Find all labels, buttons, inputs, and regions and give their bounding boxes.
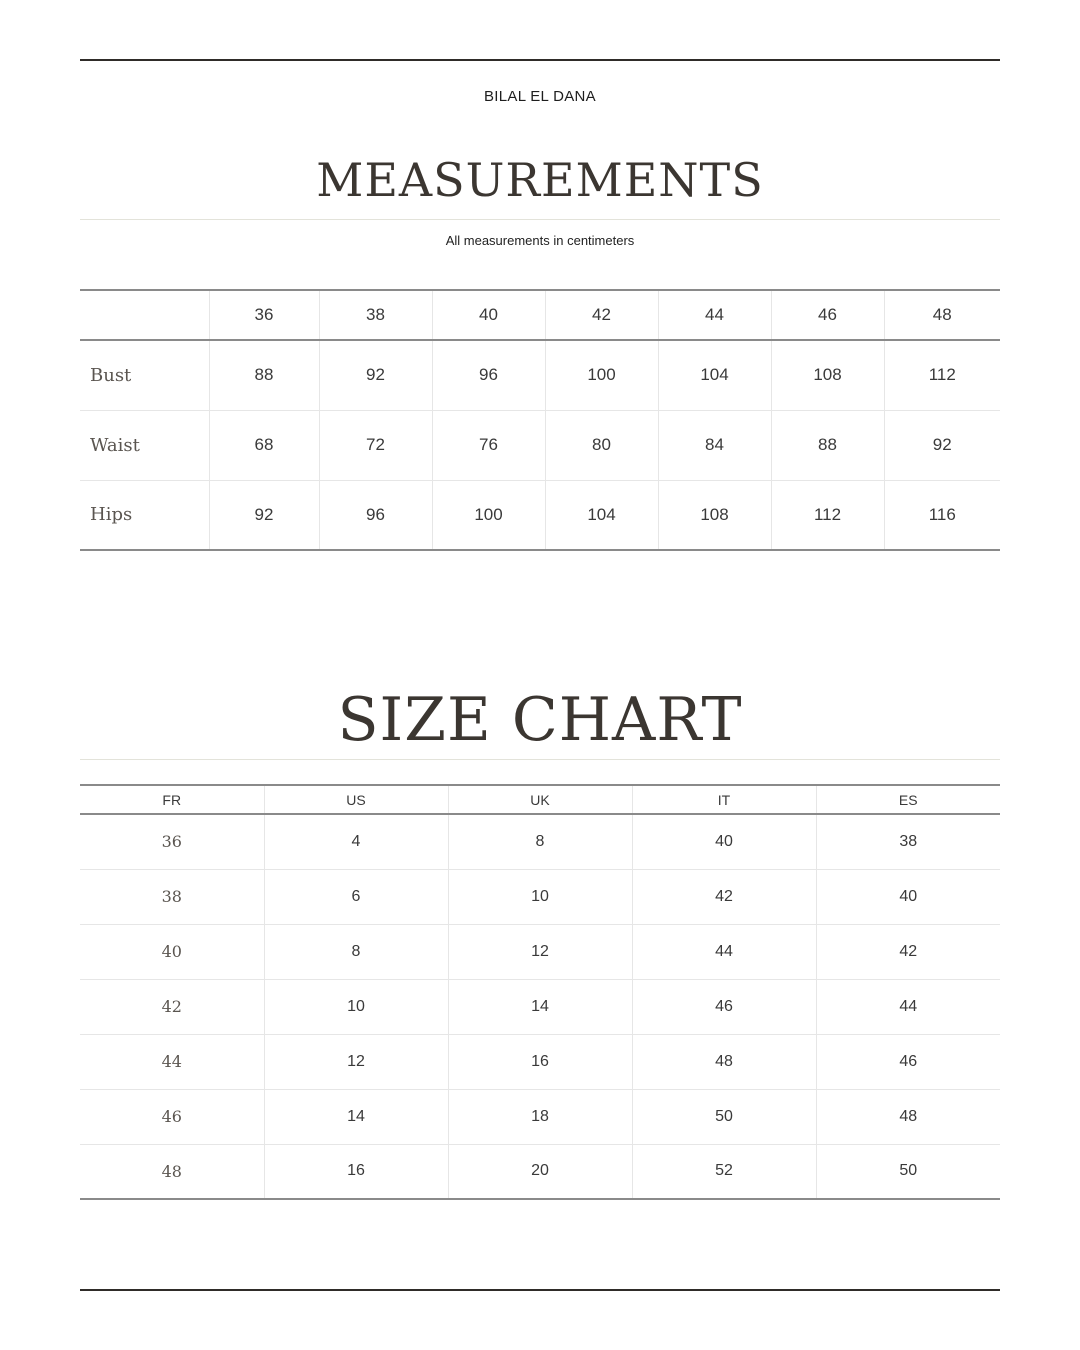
- table-cell: 40: [632, 814, 816, 869]
- size-header: 44: [658, 290, 771, 340]
- table-row: [80, 1034, 1000, 1089]
- size-header: 40: [432, 290, 545, 340]
- fr-size-cell: 44: [80, 1034, 264, 1089]
- table-row: [80, 480, 1000, 550]
- table-cell: 112: [884, 340, 1000, 410]
- column-header-fr: FR: [80, 785, 264, 814]
- table-cell: 100: [545, 340, 658, 410]
- table-cell: 72: [319, 410, 432, 480]
- table-row: [80, 1144, 1000, 1199]
- top-divider: [80, 59, 1000, 61]
- measurements-subtitle: All measurements in centimeters: [445, 233, 635, 248]
- table-cell: 20: [448, 1144, 632, 1199]
- table-cell: 8: [264, 924, 448, 979]
- fr-size-cell: 36: [161, 832, 182, 852]
- table-cell: 10: [448, 869, 632, 924]
- table-cell: 48: [816, 1089, 1000, 1144]
- table-cell: 104: [658, 340, 771, 410]
- measurements-title-divider: [80, 219, 1000, 220]
- measurements-header-row: [80, 290, 1000, 340]
- size-chart-title: SIZE CHART: [337, 685, 743, 755]
- table-cell: 84: [658, 410, 771, 480]
- fr-size-cell: 48: [80, 1144, 264, 1199]
- fr-size-cell: 40: [80, 924, 264, 979]
- table-cell: 46: [632, 979, 816, 1034]
- size-header: 36: [209, 290, 319, 340]
- size-chart-header-row: [80, 785, 1000, 814]
- table-cell: 88: [771, 410, 884, 480]
- table-row: [80, 1089, 1000, 1144]
- table-cell: 42: [816, 924, 1000, 979]
- measurements-title: MEASUREMENTS: [316, 153, 764, 207]
- table-cell: 16: [264, 1144, 448, 1199]
- table-cell: 48: [632, 1034, 816, 1089]
- table-cell: 116: [884, 480, 1000, 550]
- table-cell: 92: [209, 480, 319, 550]
- size-chart-table: [80, 784, 1000, 1200]
- table-cell: 76: [432, 410, 545, 480]
- table-cell: 44: [816, 979, 1000, 1034]
- table-cell: 92: [884, 410, 1000, 480]
- fr-size-cell: 42: [80, 979, 264, 1034]
- size-header: 46: [771, 290, 884, 340]
- table-cell: 10: [264, 979, 448, 1034]
- table-cell: 38: [816, 814, 1000, 869]
- table-cell: 14: [264, 1089, 448, 1144]
- table-cell: 50: [632, 1089, 816, 1144]
- fr-size-cell: 46: [80, 1089, 264, 1144]
- table-cell: 96: [432, 340, 545, 410]
- table-cell: 52: [632, 1144, 816, 1199]
- row-label-bust: Bust: [90, 364, 132, 386]
- size-header: 38: [319, 290, 432, 340]
- table-cell: 112: [771, 480, 884, 550]
- column-header-us: US: [264, 785, 448, 814]
- bottom-divider: [80, 1289, 1000, 1291]
- table-cell: 96: [319, 480, 432, 550]
- table-cell: 46: [816, 1034, 1000, 1089]
- table-cell: 50: [816, 1144, 1000, 1199]
- table-row: [80, 979, 1000, 1034]
- table-cell: 8: [448, 814, 632, 869]
- table-cell: 12: [264, 1034, 448, 1089]
- table-row: [80, 924, 1000, 979]
- table-row: [80, 814, 1000, 869]
- table-cell: 104: [545, 480, 658, 550]
- column-header-uk: UK: [448, 785, 632, 814]
- table-cell: 100: [432, 480, 545, 550]
- column-header-it: IT: [632, 785, 816, 814]
- column-header-es: ES: [816, 785, 1000, 814]
- table-cell: 14: [448, 979, 632, 1034]
- row-label-hips: Hips: [80, 480, 209, 550]
- fr-size-cell: 38: [80, 869, 264, 924]
- table-cell: 12: [448, 924, 632, 979]
- table-cell: 6: [264, 869, 448, 924]
- table-row: [80, 410, 1000, 480]
- brand-name: BILAL EL DANA: [483, 88, 596, 105]
- row-label-waist: Waist: [80, 410, 209, 480]
- size-header: 48: [884, 290, 1000, 340]
- table-row: [80, 340, 1000, 410]
- table-row: [80, 869, 1000, 924]
- table-cell: 4: [264, 814, 448, 869]
- table-cell: 42: [632, 869, 816, 924]
- table-cell: 16: [448, 1034, 632, 1089]
- size-chart-title-divider: [80, 759, 1000, 760]
- table-cell: 44: [632, 924, 816, 979]
- size-header: 42: [545, 290, 658, 340]
- table-cell: 80: [545, 410, 658, 480]
- table-cell: 108: [771, 340, 884, 410]
- table-cell: 18: [448, 1089, 632, 1144]
- table-cell: 68: [209, 410, 319, 480]
- table-cell: 92: [319, 340, 432, 410]
- table-cell: 108: [658, 480, 771, 550]
- table-cell: 88: [209, 340, 319, 410]
- table-cell: 40: [816, 869, 1000, 924]
- measurements-corner-cell: [80, 290, 209, 340]
- measurements-table: [80, 289, 1000, 551]
